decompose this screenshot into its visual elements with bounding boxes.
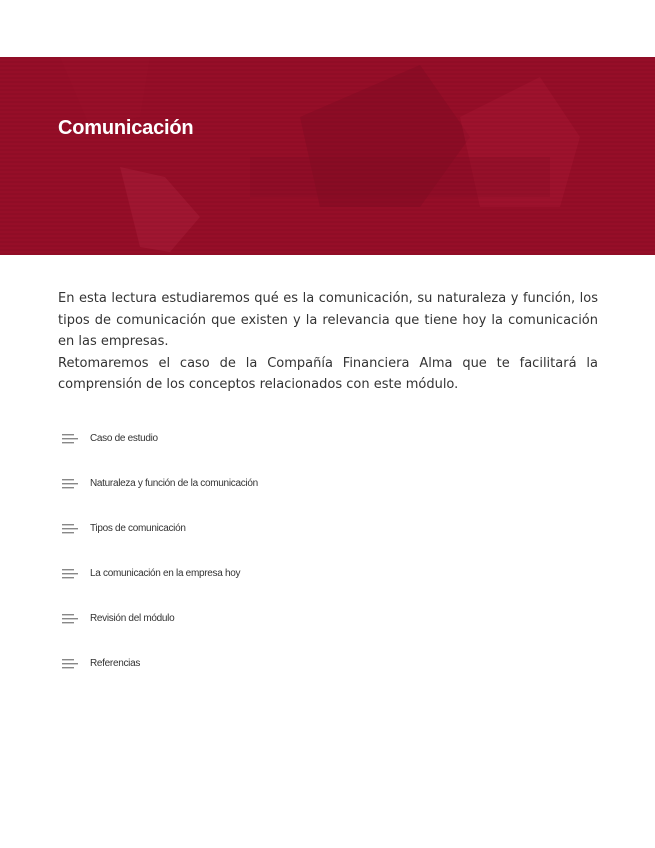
toc-item-label: Revisión del módulo [90, 613, 175, 624]
table-of-contents [58, 416, 598, 686]
lines-icon [62, 568, 78, 580]
toc-item-caso-de-estudio[interactable] [58, 416, 598, 461]
intro-paragraph-1: En esta lectura estudiaremos qué es la comunicación, su naturaleza y función, los tipos de comunicación que existen y la relevancia que tiene hoy la comunicación en las empresas. [58, 291, 598, 349]
lines-icon [62, 433, 78, 445]
toc-item-label: Caso de estudio [90, 433, 158, 444]
toc-item-label: Naturaleza y función de la comunicación [90, 478, 258, 489]
toc-item-comunicacion-empresa-hoy[interactable] [58, 551, 598, 596]
toc-item-label: Referencias [90, 658, 141, 669]
toc-item-label: La comunicación en la empresa hoy [90, 568, 241, 579]
lines-icon [62, 658, 78, 670]
intro-paragraph-2: Retomaremos el caso de la Compañía Financiera Alma que te facilitará la comprensión de los conceptos relacionados con este módulo. [58, 355, 598, 392]
lines-icon [62, 478, 78, 490]
toc-item-tipos-de-comunicacion[interactable] [58, 506, 598, 551]
lines-icon [62, 523, 78, 535]
header-banner [0, 57, 655, 255]
page-title: Comunicación [58, 117, 194, 139]
toc-item-label: Tipos de comunicación [90, 523, 186, 534]
banner-background-image [0, 57, 655, 255]
toc-item-naturaleza-y-funcion[interactable] [58, 461, 598, 506]
lines-icon [62, 613, 78, 625]
intro-text [58, 288, 598, 396]
toc-item-revision-del-modulo[interactable] [58, 596, 598, 641]
toc-item-referencias[interactable] [58, 641, 598, 686]
